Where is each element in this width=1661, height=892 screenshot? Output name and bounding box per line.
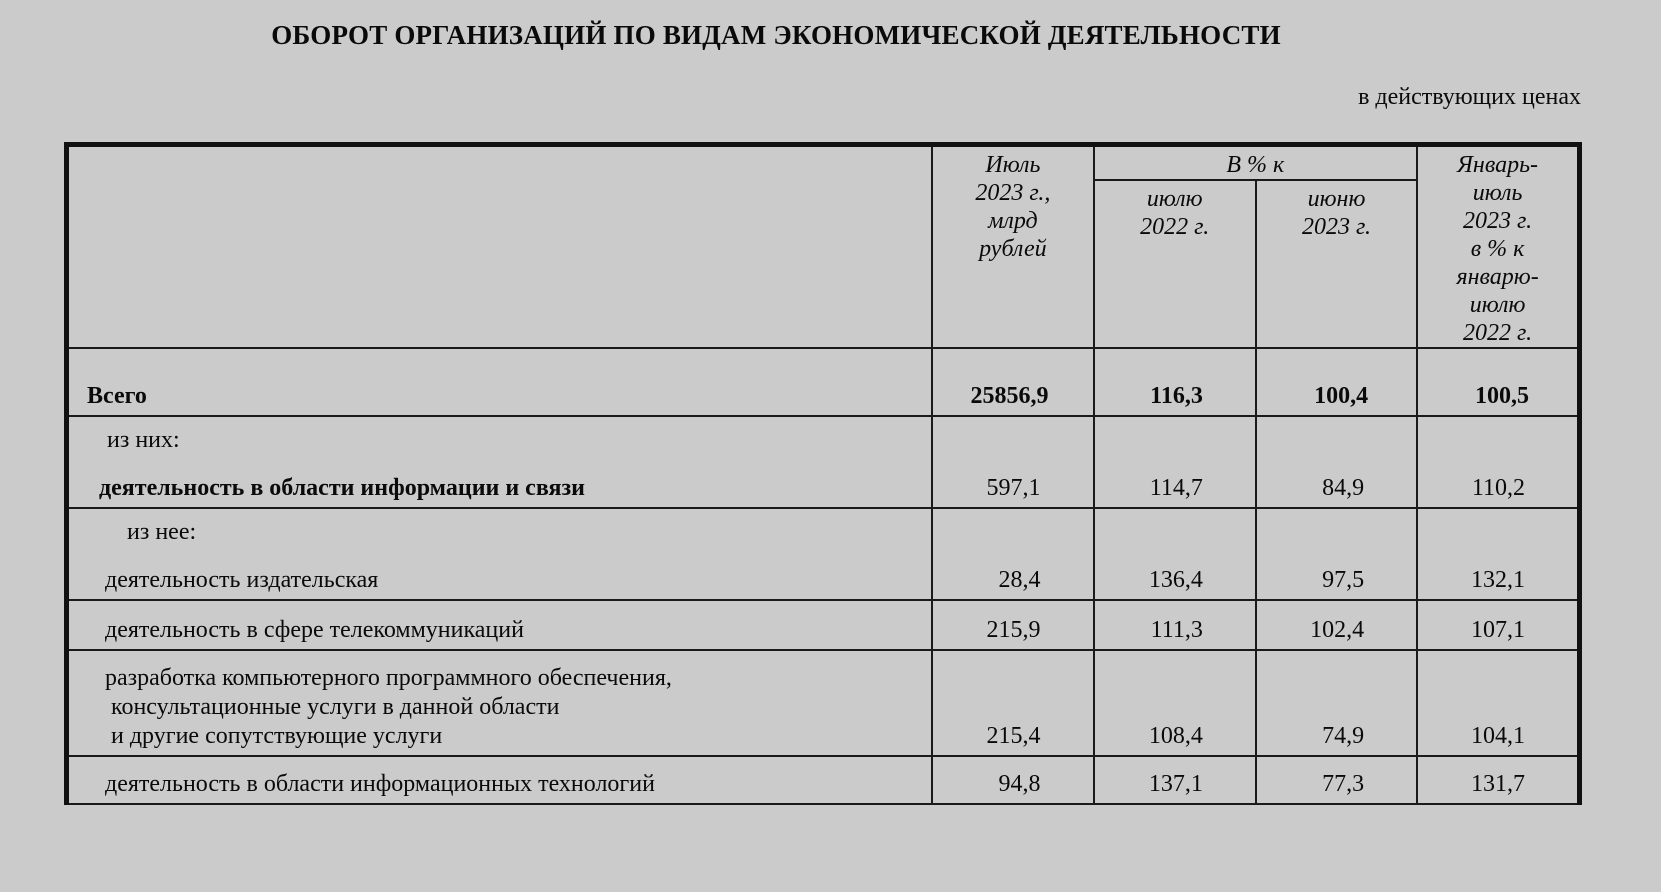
row-label: Всего <box>67 348 933 416</box>
table-row-subheading <box>67 508 1580 556</box>
cell-value: 114,7 <box>1094 464 1256 508</box>
row-label: деятельность в сфере телекоммуникаций <box>67 600 933 650</box>
cell-value: 28,4 <box>932 556 1093 600</box>
header-june-2023 <box>1256 180 1417 348</box>
table-row <box>67 756 1580 804</box>
table-row-total <box>67 348 1580 416</box>
cell-empty <box>1094 416 1256 464</box>
cell-value: 100,5 <box>1417 348 1579 416</box>
row-label-line: и другие сопутствующие услуги <box>111 723 443 749</box>
cell-value: 137,1 <box>1094 756 1256 804</box>
cell-value: 102,4 <box>1256 600 1417 650</box>
cell-empty <box>932 508 1093 556</box>
row-label-multiline <box>67 650 933 756</box>
cell-value: 25856,9 <box>932 348 1093 416</box>
cell-value: 215,9 <box>932 600 1093 650</box>
header-line: 2022 г. <box>1140 214 1210 240</box>
cell-value: 108,4 <box>1094 650 1256 756</box>
cell-empty <box>1256 508 1417 556</box>
row-label-line: разработка компьютерного программного обеспечения, <box>105 665 672 691</box>
cell-value: 131,7 <box>1417 756 1579 804</box>
row-label: из нее: <box>67 508 933 556</box>
cell-empty <box>932 416 1093 464</box>
table-row <box>67 556 1580 600</box>
header-line: в % к <box>1470 236 1525 262</box>
header-line: январю- <box>1456 264 1539 290</box>
turnover-table <box>64 142 1582 805</box>
cell-value: 97,5 <box>1256 556 1417 600</box>
header-line: Июль <box>985 152 1041 178</box>
cell-value: 116,3 <box>1094 348 1256 416</box>
cell-value: 107,1 <box>1417 600 1579 650</box>
cell-value: 111,3 <box>1094 600 1256 650</box>
table-row-subheading <box>67 416 1580 464</box>
header-line: 2023 г. <box>1301 214 1372 240</box>
table-row <box>67 600 1580 650</box>
cell-value: 597,1 <box>932 464 1093 508</box>
header-line: 2023 г., <box>975 180 1051 206</box>
cell-value: 104,1 <box>1417 650 1579 756</box>
turnover-table-container <box>64 142 1582 805</box>
table-row <box>67 464 1580 508</box>
header-row-top <box>67 145 1580 181</box>
cell-value: 94,8 <box>932 756 1093 804</box>
cell-empty <box>1417 508 1579 556</box>
header-line: июлю <box>1146 186 1203 212</box>
row-label-line: консультационные услуги в данной области <box>111 694 560 720</box>
row-label: деятельность в области информационных технологий <box>67 756 933 804</box>
header-july-2023 <box>932 145 1093 349</box>
cell-value: 136,4 <box>1094 556 1256 600</box>
row-label: деятельность в области информации и связи <box>67 464 933 508</box>
cell-value: 110,2 <box>1417 464 1579 508</box>
header-line: Январь- <box>1457 152 1538 178</box>
header-group-percent: В % к <box>1094 145 1418 181</box>
header-line: рублей <box>979 236 1047 262</box>
cell-empty <box>1417 416 1579 464</box>
row-label: деятельность издательская <box>67 556 933 600</box>
cell-value: 74,9 <box>1256 650 1417 756</box>
header-label-cell <box>67 145 933 349</box>
header-jan-jul <box>1417 145 1579 349</box>
header-july-2022 <box>1094 180 1256 348</box>
header-line: 2022 г. <box>1463 320 1533 346</box>
header-line: июль <box>1472 180 1523 206</box>
document-title: ОБОРОТ ОРГАНИЗАЦИЙ ПО ВИДАМ ЭКОНОМИЧЕСКОЙ ДЕЯТЕЛЬНОСТИ <box>271 20 1281 50</box>
header-line: млрд <box>988 208 1038 234</box>
header-line: июню <box>1307 186 1366 212</box>
table-row <box>67 650 1580 756</box>
cell-value: 77,3 <box>1256 756 1417 804</box>
cell-empty <box>1256 416 1417 464</box>
header-line: июлю <box>1469 292 1526 318</box>
cell-value: 132,1 <box>1417 556 1579 600</box>
header-line: 2023 г. <box>1463 208 1533 234</box>
price-basis-note: в действующих ценах <box>1358 84 1581 110</box>
cell-empty <box>1094 508 1256 556</box>
cell-value: 100,4 <box>1256 348 1417 416</box>
cell-value: 215,4 <box>932 650 1093 756</box>
row-label: из них: <box>67 416 933 464</box>
cell-value: 84,9 <box>1256 464 1417 508</box>
